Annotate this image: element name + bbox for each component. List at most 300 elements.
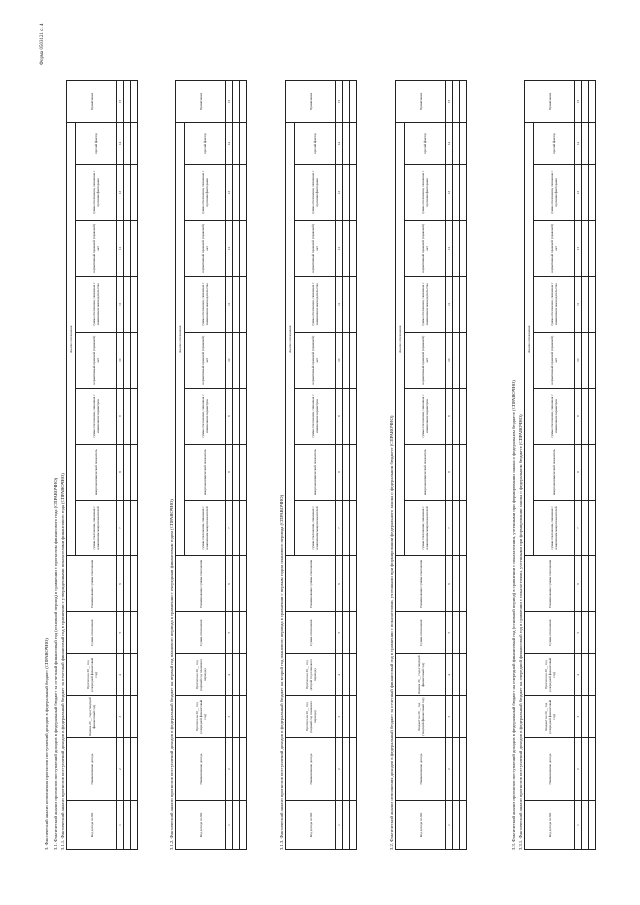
column-number: 4 [446, 654, 453, 696]
data-cell[interactable] [460, 801, 467, 850]
column-number: 8 [575, 444, 582, 500]
data-cell[interactable] [582, 444, 589, 500]
data-cell[interactable] [240, 654, 247, 696]
data-cell[interactable] [453, 500, 460, 556]
data-cell[interactable] [453, 612, 460, 654]
column-header: макроэкономический показатель [534, 444, 575, 500]
column-number: 9 [575, 388, 582, 444]
data-cell[interactable] [233, 612, 240, 654]
data-cell[interactable] [233, 556, 240, 612]
data-cell[interactable] [233, 332, 240, 388]
data-cell[interactable] [453, 738, 460, 801]
data-cell[interactable] [350, 654, 357, 696]
data-cell[interactable] [131, 276, 138, 332]
data-cell[interactable] [124, 801, 131, 850]
deviation-table [66, 80, 138, 850]
column-header: Бюджет на 20__ год (текущий финансовый год) [396, 696, 446, 738]
data-cell[interactable] [582, 81, 589, 123]
data-cell[interactable] [131, 164, 138, 220]
section-subtitle: 3.3.1. Фактический анализ прогнозов поступлений доходов в федеральный бюджет на очередной финансовый год в сравнении с показателями, учтенными при формировании закона о федеральном бюджете (СПРАВОЧНО) [518, 414, 523, 850]
column-header: нормативный правовой (правовой) акт [185, 332, 226, 388]
column-header: Примечание [286, 81, 336, 123]
section-s32 [388, 80, 467, 850]
data-cell[interactable] [240, 81, 247, 123]
data-cell[interactable] [460, 738, 467, 801]
column-header: сумма отклонения, связанная с изменением законодательства [534, 276, 575, 332]
column-number: 2 [446, 738, 453, 801]
column-number: 15 [446, 81, 453, 123]
column-header: Наименование суммы отклонения [176, 556, 226, 612]
data-cell[interactable] [350, 388, 357, 444]
column-number: 8 [336, 444, 343, 500]
data-cell[interactable] [343, 220, 350, 276]
column-header: сумма отклонения, связанная с прочими факторами [76, 164, 117, 220]
data-cell[interactable] [240, 123, 247, 165]
column-header: Сумма отклонения [176, 612, 226, 654]
column-number: 11 [117, 276, 124, 332]
column-number: 13 [446, 164, 453, 220]
data-cell[interactable] [589, 654, 596, 696]
data-cell[interactable] [582, 612, 589, 654]
section-s33 [510, 80, 596, 850]
data-cell[interactable] [240, 388, 247, 444]
data-cell[interactable] [240, 220, 247, 276]
column-header: макроэкономический показатель [405, 444, 446, 500]
column-header: сумма отклонения, связанная с изменением макропоказателей [405, 500, 446, 556]
column-number: 5 [446, 612, 453, 654]
column-number: 12 [446, 220, 453, 276]
data-cell[interactable] [233, 81, 240, 123]
column-header: сумма отклонения, связанная с изменением параметров [185, 388, 226, 444]
data-cell[interactable] [124, 123, 131, 165]
data-cell[interactable] [582, 801, 589, 850]
data-cell[interactable] [582, 738, 589, 801]
column-header: нормативный правовой (правовой) акт [295, 220, 336, 276]
data-cell[interactable] [233, 276, 240, 332]
data-cell[interactable] [124, 220, 131, 276]
column-number: 14 [226, 123, 233, 165]
data-cell[interactable] [582, 654, 589, 696]
section-title: 3.1.2. Фактический анализ прогнозов поступлений доходов в федеральный бюджет на первый год планового периода в сравнении с очередным финансовым годом (СПРАВОЧНО) [169, 499, 174, 850]
column-header: Прогноз на 20__ год (второй год планового периода) [286, 654, 336, 696]
column-number: 15 [336, 81, 343, 123]
column-number: 1 [117, 801, 124, 850]
column-header: Примечание [525, 81, 575, 123]
data-cell[interactable] [233, 738, 240, 801]
column-header: сумма отклонения, связанная с изменением параметров [76, 388, 117, 444]
data-cell[interactable] [582, 500, 589, 556]
column-header: Наименование суммы отклонения [396, 556, 446, 612]
data-cell[interactable] [343, 164, 350, 220]
column-header: Прогноз на 20__ год (первый год планового периода) [286, 696, 336, 738]
data-cell[interactable] [131, 220, 138, 276]
data-cell[interactable] [460, 123, 467, 165]
data-cell[interactable] [233, 801, 240, 850]
data-cell[interactable] [589, 220, 596, 276]
column-header: Код дохода по БК [286, 801, 336, 850]
column-header: Оценка 20__ года (текущий финансовый год) [396, 654, 446, 696]
data-cell[interactable] [350, 164, 357, 220]
column-header: сумма отклонения, связанная с изменением макропоказателей [76, 500, 117, 556]
column-number: 3 [226, 696, 233, 738]
column-header: Прогноз на 20__ год (первый год планового периода) [176, 654, 226, 696]
data-cell[interactable] [233, 388, 240, 444]
data-cell[interactable] [460, 556, 467, 612]
column-header: нормативный правовой (правовой) акт [295, 332, 336, 388]
data-cell[interactable] [453, 81, 460, 123]
data-cell[interactable] [343, 500, 350, 556]
data-cell[interactable] [350, 444, 357, 500]
data-cell[interactable] [131, 500, 138, 556]
data-cell[interactable] [350, 81, 357, 123]
column-header: сумма отклонения, связанная с изменением законодательства [76, 276, 117, 332]
data-cell[interactable] [589, 164, 596, 220]
data-cell[interactable] [460, 164, 467, 220]
data-cell[interactable] [131, 612, 138, 654]
data-cell[interactable] [240, 164, 247, 220]
data-cell[interactable] [124, 612, 131, 654]
data-cell[interactable] [131, 556, 138, 612]
column-header: макроэкономический показатель [295, 444, 336, 500]
data-cell[interactable] [460, 81, 467, 123]
data-cell[interactable] [343, 801, 350, 850]
column-header: Бюджет на 20__ год (очередной финансовый год) [525, 696, 575, 738]
data-cell[interactable] [343, 556, 350, 612]
data-cell[interactable] [453, 276, 460, 332]
data-cell[interactable] [453, 556, 460, 612]
column-number: 11 [226, 276, 233, 332]
column-number: 14 [117, 123, 124, 165]
data-cell[interactable] [124, 276, 131, 332]
section-title: 3.1. Фактический анализ прогнозов поступлений доходов в федеральный бюджет за отчетный финансовый год (основной период) в сравнении с прогнозом финансового года (СПРАВОЧНО) [53, 477, 58, 850]
column-header: сумма отклонения, связанная с изменением макропоказателей [295, 500, 336, 556]
column-header: Сумма отклонения [67, 612, 117, 654]
data-cell[interactable] [460, 612, 467, 654]
column-number: 11 [336, 276, 343, 332]
data-cell[interactable] [343, 444, 350, 500]
column-number: 15 [575, 81, 582, 123]
data-cell[interactable] [589, 738, 596, 801]
data-cell[interactable] [453, 388, 460, 444]
section-subtitle: 3.1.1. Фактический анализ прогнозов поступлений доходов в федеральный бюджет за отчетный финансовый год в сравнении с утвержденными показателями финансового года (СПРАВОЧНО) [60, 473, 65, 850]
data-cell[interactable] [343, 123, 350, 165]
column-number: 14 [575, 123, 582, 165]
column-number: 9 [336, 388, 343, 444]
column-header: Оценка 20__ года (текущий финансовый год) [67, 696, 117, 738]
data-cell[interactable] [343, 696, 350, 738]
data-cell[interactable] [131, 654, 138, 696]
data-cell[interactable] [233, 444, 240, 500]
data-cell[interactable] [343, 81, 350, 123]
data-cell[interactable] [350, 332, 357, 388]
column-number: 12 [226, 220, 233, 276]
data-cell[interactable] [131, 696, 138, 738]
column-header: Наименование суммы отклонения [67, 556, 117, 612]
column-header: прочий фактор [405, 123, 446, 165]
form-code: Форма 0503121 с. 4 [40, 23, 45, 65]
column-number: 6 [336, 556, 343, 612]
data-cell[interactable] [240, 738, 247, 801]
column-header: сумма отклонения, связанная с изменением параметров [405, 388, 446, 444]
group-header: Анализ отклонения [396, 123, 405, 556]
group-header: Анализ отклонения [525, 123, 534, 556]
data-cell[interactable] [589, 123, 596, 165]
data-cell[interactable] [453, 801, 460, 850]
column-header: нормативный правовой (правовой) акт [405, 332, 446, 388]
column-header: Наименование суммы отклонения [286, 556, 336, 612]
column-header: сумма отклонения, связанная с изменением законодательства [295, 276, 336, 332]
deviation-table [524, 80, 596, 850]
column-number: 2 [226, 738, 233, 801]
data-cell[interactable] [582, 388, 589, 444]
document-title: 3. Фактический анализ исполнения прогнозов поступлений доходов в федеральный бюджет (СПРАВОЧНО) [44, 638, 49, 850]
data-cell[interactable] [350, 801, 357, 850]
group-header: Анализ отклонения [67, 123, 76, 556]
column-number: 1 [446, 801, 453, 850]
data-cell[interactable] [350, 556, 357, 612]
data-cell[interactable] [350, 500, 357, 556]
data-cell[interactable] [350, 276, 357, 332]
data-cell[interactable] [589, 388, 596, 444]
column-number: 5 [575, 612, 582, 654]
data-cell[interactable] [343, 388, 350, 444]
data-cell[interactable] [233, 500, 240, 556]
column-header: макроэкономический показатель [185, 444, 226, 500]
column-number: 2 [336, 738, 343, 801]
data-cell[interactable] [453, 332, 460, 388]
data-cell[interactable] [589, 612, 596, 654]
column-number: 3 [117, 696, 124, 738]
data-cell[interactable] [350, 696, 357, 738]
column-number: 9 [117, 388, 124, 444]
column-header: Прогноз на 20__ год (очередной финансовый год) [67, 654, 117, 696]
column-header: Прогноз на 20__ год (очередной финансовый год) [525, 654, 575, 696]
column-header: макроэкономический показатель [76, 444, 117, 500]
data-cell[interactable] [453, 164, 460, 220]
data-cell[interactable] [131, 801, 138, 850]
section-s31 [52, 80, 138, 850]
data-cell[interactable] [233, 123, 240, 165]
data-cell[interactable] [343, 654, 350, 696]
data-cell[interactable] [453, 220, 460, 276]
column-header: сумма отклонения, связанная с прочими факторами [185, 164, 226, 220]
data-cell[interactable] [240, 696, 247, 738]
group-header: Анализ отклонения [176, 123, 185, 556]
column-number: 2 [575, 738, 582, 801]
section-s312 [168, 80, 247, 850]
data-cell[interactable] [589, 444, 596, 500]
data-cell[interactable] [460, 388, 467, 444]
data-cell[interactable] [582, 556, 589, 612]
column-number: 8 [226, 444, 233, 500]
column-number: 13 [226, 164, 233, 220]
column-header: нормативный правовой (правовой) акт [76, 220, 117, 276]
column-header: прочий фактор [185, 123, 226, 165]
column-number: 3 [446, 696, 453, 738]
data-cell[interactable] [350, 220, 357, 276]
data-cell[interactable] [453, 696, 460, 738]
column-number: 1 [336, 801, 343, 850]
data-cell[interactable] [233, 220, 240, 276]
data-cell[interactable] [343, 332, 350, 388]
column-number: 6 [575, 556, 582, 612]
data-cell[interactable] [453, 123, 460, 165]
column-header: Наименование суммы отклонения [525, 556, 575, 612]
data-cell[interactable] [233, 696, 240, 738]
column-header: прочий фактор [534, 123, 575, 165]
column-header: сумма отклонения, связанная с изменением законодательства [185, 276, 226, 332]
data-cell[interactable] [589, 556, 596, 612]
data-cell[interactable] [124, 332, 131, 388]
column-header: Код дохода по БК [67, 801, 117, 850]
data-cell[interactable] [233, 164, 240, 220]
data-cell[interactable] [350, 123, 357, 165]
data-cell[interactable] [589, 81, 596, 123]
column-number: 10 [226, 332, 233, 388]
data-cell[interactable] [124, 556, 131, 612]
section-title: 3.1.3. Фактический анализ прогнозов поступлений доходов в федеральный бюджет на второй год планового периода в сравнении с первым годом планового периода (СПРАВОЧНО) [279, 494, 284, 850]
column-number: 11 [446, 276, 453, 332]
column-number: 10 [117, 332, 124, 388]
data-cell[interactable] [240, 556, 247, 612]
data-cell[interactable] [131, 738, 138, 801]
column-number: 7 [575, 500, 582, 556]
column-header: нормативный правовой (правовой) акт [76, 332, 117, 388]
column-header: Сумма отклонения [396, 612, 446, 654]
data-cell[interactable] [124, 81, 131, 123]
data-cell[interactable] [453, 444, 460, 500]
data-cell[interactable] [131, 444, 138, 500]
data-cell[interactable] [582, 332, 589, 388]
data-cell[interactable] [124, 444, 131, 500]
data-cell[interactable] [589, 801, 596, 850]
column-header: сумма отклонения, связанная с изменением макропоказателей [534, 500, 575, 556]
column-number: 9 [446, 388, 453, 444]
column-header: Сумма отклонения [525, 612, 575, 654]
data-cell[interactable] [343, 612, 350, 654]
column-number: 9 [226, 388, 233, 444]
data-cell[interactable] [589, 500, 596, 556]
data-cell[interactable] [240, 801, 247, 850]
data-cell[interactable] [240, 500, 247, 556]
data-cell[interactable] [589, 332, 596, 388]
column-number: 3 [336, 696, 343, 738]
column-number: 6 [226, 556, 233, 612]
data-cell[interactable] [460, 444, 467, 500]
column-number: 12 [117, 220, 124, 276]
data-cell[interactable] [582, 276, 589, 332]
data-cell[interactable] [240, 332, 247, 388]
column-header: Наименование дохода [67, 738, 117, 801]
data-cell[interactable] [453, 654, 460, 696]
data-cell[interactable] [124, 738, 131, 801]
column-header: Примечание [396, 81, 446, 123]
data-cell[interactable] [582, 123, 589, 165]
data-cell[interactable] [350, 738, 357, 801]
data-cell[interactable] [460, 696, 467, 738]
column-number: 7 [336, 500, 343, 556]
data-cell[interactable] [582, 696, 589, 738]
column-number: 14 [446, 123, 453, 165]
data-cell[interactable] [131, 123, 138, 165]
column-header: сумма отклонения, связанная с прочими факторами [295, 164, 336, 220]
column-number: 11 [575, 276, 582, 332]
column-number: 10 [575, 332, 582, 388]
data-cell[interactable] [589, 696, 596, 738]
data-cell[interactable] [350, 612, 357, 654]
column-header: Примечание [67, 81, 117, 123]
column-header: нормативный правовой (правовой) акт [185, 220, 226, 276]
column-number: 4 [336, 654, 343, 696]
data-cell[interactable] [240, 276, 247, 332]
column-number: 2 [117, 738, 124, 801]
data-cell[interactable] [460, 220, 467, 276]
column-header: сумма отклонения, связанная с прочими факторами [405, 164, 446, 220]
column-header: прочий фактор [76, 123, 117, 165]
column-number: 7 [446, 500, 453, 556]
column-number: 5 [117, 612, 124, 654]
column-number: 13 [117, 164, 124, 220]
data-cell[interactable] [233, 654, 240, 696]
data-cell[interactable] [131, 388, 138, 444]
column-number: 4 [575, 654, 582, 696]
data-cell[interactable] [240, 612, 247, 654]
data-cell[interactable] [460, 654, 467, 696]
column-number: 12 [336, 220, 343, 276]
column-header: Код дохода по БК [176, 801, 226, 850]
column-header: Сумма отклонения [286, 612, 336, 654]
data-cell[interactable] [343, 276, 350, 332]
column-number: 7 [226, 500, 233, 556]
column-header: Наименование дохода [176, 738, 226, 801]
data-cell[interactable] [589, 276, 596, 332]
column-number: 5 [336, 612, 343, 654]
deviation-table [395, 80, 467, 850]
section-title: 3.2. Фактический анализ исполнения доходов в федеральный бюджет за отчетный финансовый год в сравнении с показателями, учтенными при формировании федерального закона о федеральном бюджете (СПРАВОЧНО) [389, 415, 394, 850]
data-cell[interactable] [124, 654, 131, 696]
data-cell[interactable] [460, 276, 467, 332]
section-s313 [278, 80, 357, 850]
data-cell[interactable] [582, 164, 589, 220]
column-header: Наименование дохода [525, 738, 575, 801]
column-header: сумма отклонения, связанная с изменением законодательства [405, 276, 446, 332]
data-cell[interactable] [240, 444, 247, 500]
column-header: нормативный правовой (правовой) акт [534, 220, 575, 276]
data-cell[interactable] [124, 500, 131, 556]
column-header: Примечание [176, 81, 226, 123]
column-number: 14 [336, 123, 343, 165]
column-header: Наименование дохода [286, 738, 336, 801]
column-number: 1 [226, 801, 233, 850]
deviation-table [285, 80, 357, 850]
column-number: 5 [226, 612, 233, 654]
column-number: 15 [226, 81, 233, 123]
column-header: Прогноз на 20__ год (очередной финансовый год) [176, 696, 226, 738]
column-number: 1 [575, 801, 582, 850]
data-cell[interactable] [124, 696, 131, 738]
column-number: 6 [446, 556, 453, 612]
data-cell[interactable] [460, 332, 467, 388]
data-cell[interactable] [124, 388, 131, 444]
data-cell[interactable] [131, 332, 138, 388]
column-number: 6 [117, 556, 124, 612]
column-header: Код дохода по БК [525, 801, 575, 850]
data-cell[interactable] [582, 220, 589, 276]
data-cell[interactable] [124, 164, 131, 220]
data-cell[interactable] [343, 738, 350, 801]
data-cell[interactable] [460, 500, 467, 556]
data-cell[interactable] [131, 81, 138, 123]
